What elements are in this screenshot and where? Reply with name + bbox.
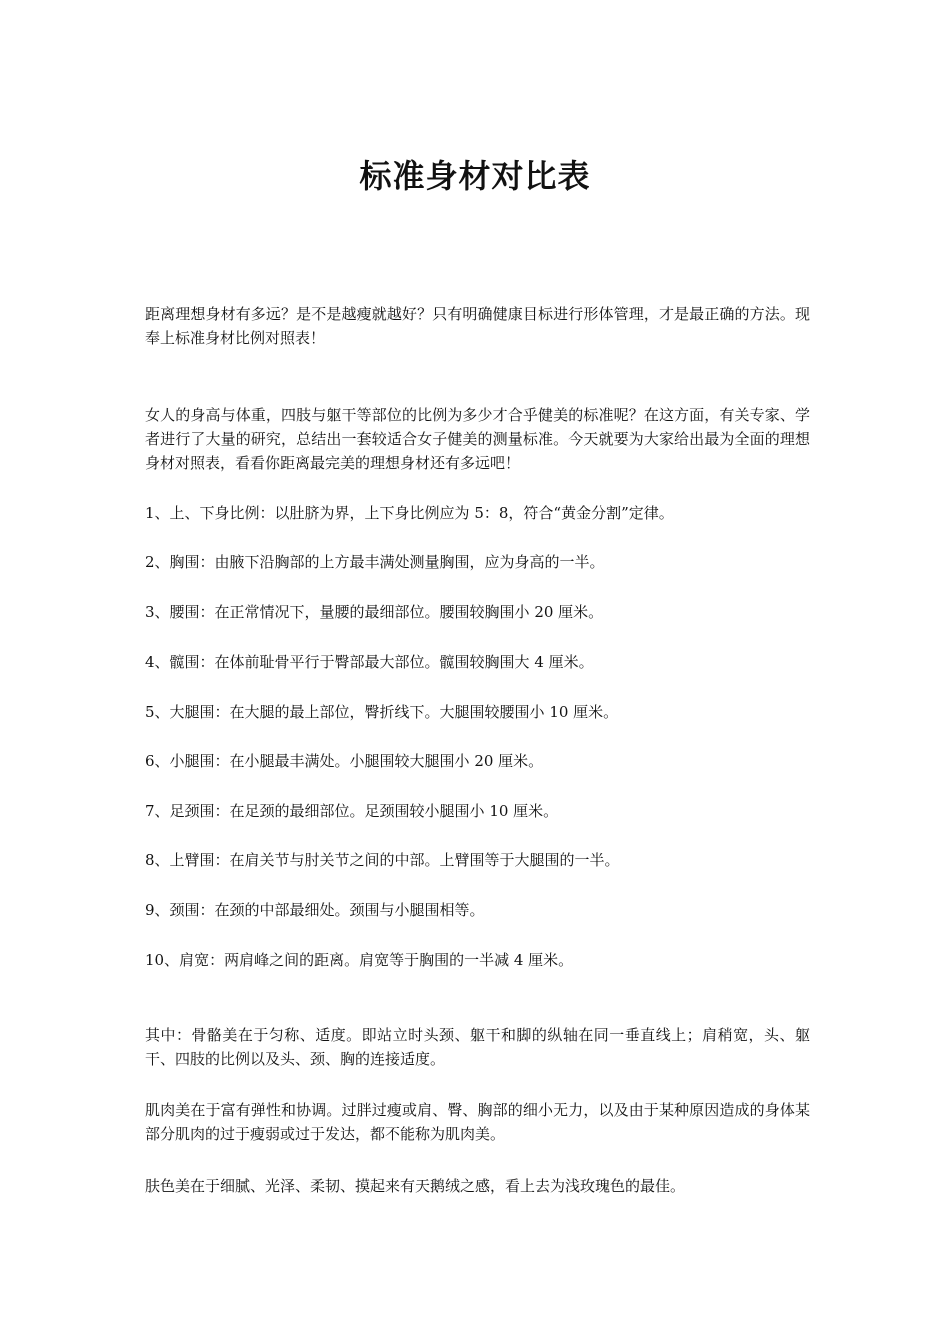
list-item: 5、大腿围：在大腿的最上部位，臀折线下。大腿围较腰围小 10 厘米。 [145,703,619,721]
list-item: 6、小腿围：在小腿最丰满处。小腿围较大腿围小 20 厘米。 [145,752,544,770]
list-item: 1、上、下身比例：以肚脐为界，上下身比例应为 5：8，符合“黄金分割”定律。 [145,504,674,522]
list-item: 8、上臂围：在肩关节与肘关节之间的中部。上臂围等于大腿围的一半。 [145,851,620,869]
skin-paragraph: 肤色美在于细腻、光泽、柔韧、摸起来有天鹅绒之感，看上去为浅玫瑰色的最佳。 [145,1177,686,1195]
list-item: 4、髋围：在体前耻骨平行于臀部最大部位。髋围较胸围大 4 厘米。 [145,653,594,671]
list-item: 9、颈围：在颈的中部最细处。颈围与小腿围相等。 [145,901,485,919]
document-title: 标准身材对比表 [359,157,591,195]
standard-paragraph: 女人的身高与体重，四肢与躯干等部位的比例为多少才合乎健美的标准呢？在这方面，有关专家、学者进行了大量的研究，总结出一套较适合女子健美的测量标准。今天就要为大家给出最为全面的理想身材对照表，看看你距离最完美的理想身材还有多远吧！ [145,406,810,472]
list-item: 10、肩宽：两肩峰之间的距离。肩宽等于胸围的一半减 4 厘米。 [145,951,574,969]
list-item: 7、足颈围：在足颈的最细部位。足颈围较小腿围小 10 厘米。 [145,802,559,820]
muscle-paragraph: 肌肉美在于富有弹性和协调。过胖过瘦或肩、臀、胸部的细小无力，以及由于某种原因造成的身体某部分肌肉的过于瘦弱或过于发达，都不能称为肌肉美。 [145,1101,810,1143]
intro-paragraph: 距离理想身材有多远？是不是越瘦就越好？只有明确健康目标进行形体管理，才是最正确的方法。现奉上标准身材比例对照表！ [145,305,810,347]
list-item: 3、腰围：在正常情况下，量腰的最细部位。腰围较胸围小 20 厘米。 [145,603,604,621]
list-item: 2、胸围：由腋下沿胸部的上方最丰满处测量胸围，应为身高的一半。 [145,553,605,571]
skeleton-paragraph: 其中：骨骼美在于匀称、适度。即站立时头颈、躯干和脚的纵轴在同一垂直线上；肩稍宽，头、躯干、四肢的比例以及头、颈、胸的连接适度。 [145,1026,810,1068]
